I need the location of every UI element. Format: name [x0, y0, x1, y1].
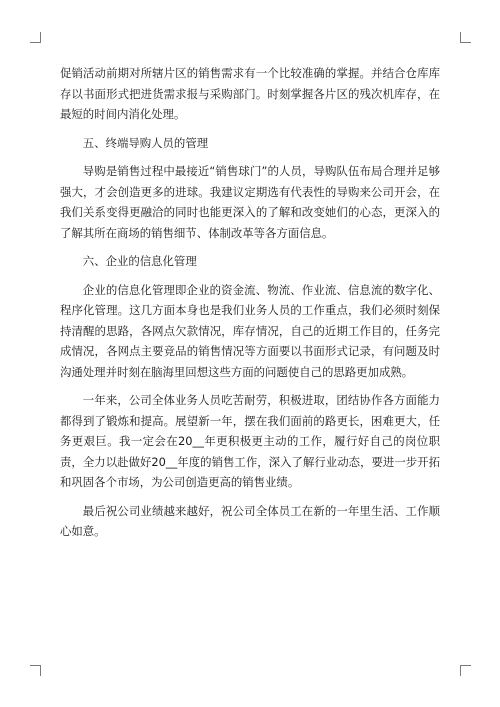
- paragraph-year-summary: 一年来，公司全体业务人员吃苦耐劳，积极进取，团结协作各方面能力都得到了锻炼和提高。展望新一年，摆在我们面前的路更长，困难更大，任务更艰巨。我一定会在20__年更积极更主动的工作，履行好自己的岗位职责，全力以赴做好20__年度的销售工作，深入了解行业动态，要进一步开拓和巩固各个市场，为公司创造更高的销售业绩。: [60, 393, 440, 489]
- section-heading-terminal-staff: 五、终端导购人员的管理: [82, 135, 209, 150]
- paragraph-continuation: 促销活动前期对所辖片区的销售需求有一个比较准确的掌握。并结合仓库库存以书面形式把进货需求报与采购部门。时刻掌握各片区的残次机库存，在最短的时间内消化处理。: [60, 66, 440, 121]
- paragraph-closing-wishes: 最后祝公司业绩越来越好，祝公司全体员工在新的一年里生活、工作顺心如意。: [60, 503, 440, 538]
- crop-mark-top-left: [30, 32, 41, 43]
- paragraph-informatization: 企业的信息化管理即企业的资金流、物流、作业流、信息流的数字化、程序化管理。这几方面本身也是我们业务人员的工作重点，我们必须时刻保持清醒的思路，各网点欠款情况，库存情况，自己的近期工作目的，任务完成情况，各网点主要竞品的销售情况等方面要以书面形式记录，有问题及时沟通处理并时刻在脑海里回想这些方面的问题使自己的思路更加成熟。: [60, 282, 440, 379]
- crop-mark-bottom-right: [460, 665, 471, 676]
- paragraph-terminal-staff: 导购是销售过程中最接近“销售球门”的人员，导购队伍布局合理并足够强大，才会创造更多的进球。我建议定期选有代表性的导购来公司开会，在我们关系变得更融洽的同时也能更深入的了解和改变她们的心态，更深入的了解其所在商场的销售细节、体制改革等各方面信息。: [60, 164, 440, 240]
- document-body: [60, 63, 440, 550]
- crop-mark-bottom-left: [30, 665, 41, 676]
- crop-mark-top-right: [460, 32, 471, 43]
- section-heading-informatization: 六、企业的信息化管理: [82, 254, 197, 268]
